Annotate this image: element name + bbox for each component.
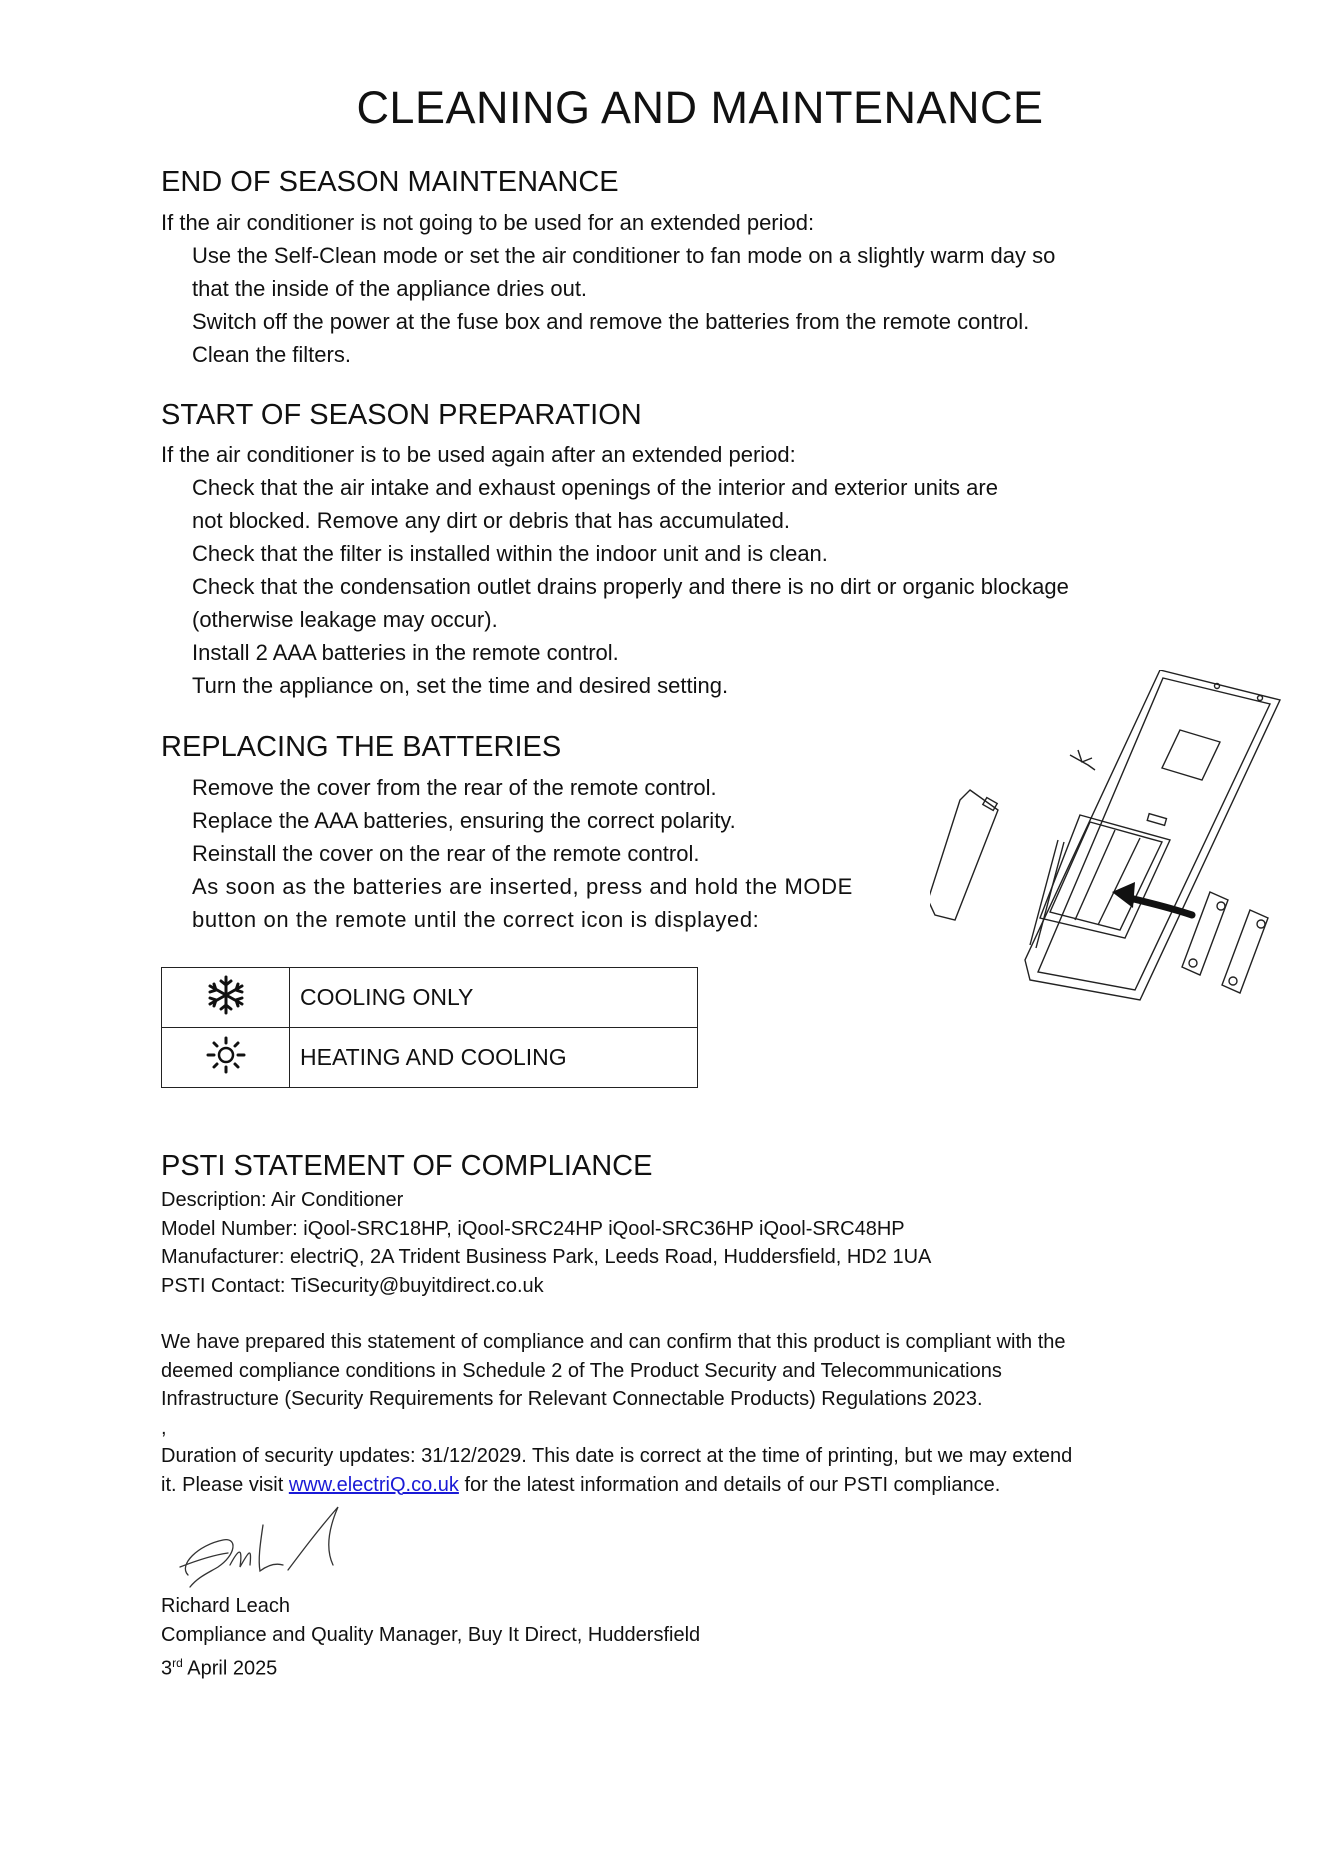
list-item: Switch off the power at the fuse box and remove the batteries from the remote control. xyxy=(192,309,1030,334)
signature-date xyxy=(161,1649,700,1683)
list-item: Install 2 AAA batteries in the remote control. xyxy=(192,640,619,665)
mode-icon-cell xyxy=(162,968,290,1028)
mode-icon-table xyxy=(161,967,698,1088)
electriq-link[interactable]: www.electriQ.co.uk xyxy=(288,1473,459,1496)
page-title: CLEANING AND MAINTENANCE xyxy=(356,82,1044,133)
table-row xyxy=(162,1028,698,1088)
duration-line-2 xyxy=(161,1471,1072,1500)
list-item: (otherwise leakage may occur). xyxy=(192,607,498,632)
list-item: Check that the air intake and exhaust openings of the interior and exterior units are xyxy=(192,475,998,500)
list-item: Reinstall the cover on the rear of the remote control. xyxy=(192,841,700,866)
signer-block xyxy=(161,1592,700,1683)
mode-label: COOLING ONLY xyxy=(290,968,698,1028)
psti-manufacturer: Manufacturer: electriQ, 2A Trident Business Park, Leeds Road, Huddersfield, HD2 1UA xyxy=(161,1246,932,1268)
statement-line: We have prepared this statement of compliance and can confirm that this product is compliant with the xyxy=(161,1331,1066,1353)
psti-description: Description: Air Conditioner xyxy=(161,1189,404,1211)
end-of-season-heading: END OF SEASON MAINTENANCE xyxy=(161,166,619,198)
list-item: not blocked. Remove any dirt or debris that has accumulated. xyxy=(192,508,790,533)
start-of-season-heading: START OF SEASON PREPARATION xyxy=(161,399,642,431)
duration-pre: it. Please visit xyxy=(161,1473,289,1496)
signer-name: Richard Leach xyxy=(161,1595,290,1617)
mode-icon-cell xyxy=(162,1028,290,1088)
signature xyxy=(168,1505,348,1590)
list-item: As soon as the batteries are inserted, press and hold the MODE xyxy=(192,874,853,899)
statement-line: deemed compliance conditions in Schedule 2 of The Product Security and Telecommunications xyxy=(161,1359,1002,1382)
mode-label: HEATING AND COOLING xyxy=(290,1028,698,1088)
list-item: Clean the filters. xyxy=(192,342,351,367)
psti-contact: PSTI Contact: TiSecurity@buyitdirect.co.uk xyxy=(161,1274,544,1297)
table-row xyxy=(162,968,698,1028)
date-rest: April 2025 xyxy=(182,1657,278,1680)
list-item: Replace the AAA batteries, ensuring the correct polarity. xyxy=(192,808,736,833)
batteries-heading: REPLACING THE BATTERIES xyxy=(161,731,562,763)
list-item: Turn the appliance on, set the time and desired setting. xyxy=(192,673,729,698)
list-item: Check that the condensation outlet drains properly and there is no dirt or organic blockage xyxy=(192,574,1069,599)
duration-post: for the latest information and details of our PSTI compliance. xyxy=(458,1473,1001,1496)
psti-details xyxy=(161,1186,931,1300)
snowflake-icon xyxy=(203,974,249,1016)
list-item: Check that the filter is installed within the indoor unit and is clean. xyxy=(192,541,828,566)
start-of-season-intro: If the air conditioner is to be used again after an extended period: xyxy=(161,442,796,467)
list-item: Use the Self-Clean mode or set the air conditioner to fan mode on a slightly warm day so xyxy=(192,243,1056,268)
list-item: that the inside of the appliance dries out. xyxy=(192,276,588,301)
batteries-list xyxy=(192,771,853,936)
stray-comma: , xyxy=(161,1416,167,1439)
psti-statement xyxy=(161,1328,1072,1499)
signer-title: Compliance and Quality Manager, Buy It Direct, Huddersfield xyxy=(161,1623,701,1646)
end-of-season-list xyxy=(192,239,1055,371)
end-of-season-intro: If the air conditioner is not going to be used for an extended period: xyxy=(161,210,815,235)
psti-model: Model Number: iQool-SRC18HP, iQool-SRC24HP iQool-SRC36HP iQool-SRC48HP xyxy=(161,1217,905,1240)
psti-heading: PSTI STATEMENT OF COMPLIANCE xyxy=(161,1150,653,1182)
remote-control-battery-illustration xyxy=(930,670,1285,1010)
date-day: 3 xyxy=(161,1657,173,1680)
statement-line: Infrastructure (Security Requirements for Relevant Connectable Products) Regulations 2023. xyxy=(161,1388,983,1410)
sun-icon xyxy=(205,1034,247,1076)
duration-line: Duration of security updates: 31/12/2029. This date is correct at the time of printing, but we may extend xyxy=(161,1445,1073,1467)
date-suffix: rd xyxy=(172,1656,183,1670)
list-item: Remove the cover from the rear of the remote control. xyxy=(192,775,717,800)
start-of-season-list xyxy=(192,471,1069,702)
list-item: button on the remote until the correct icon is displayed: xyxy=(192,907,760,932)
